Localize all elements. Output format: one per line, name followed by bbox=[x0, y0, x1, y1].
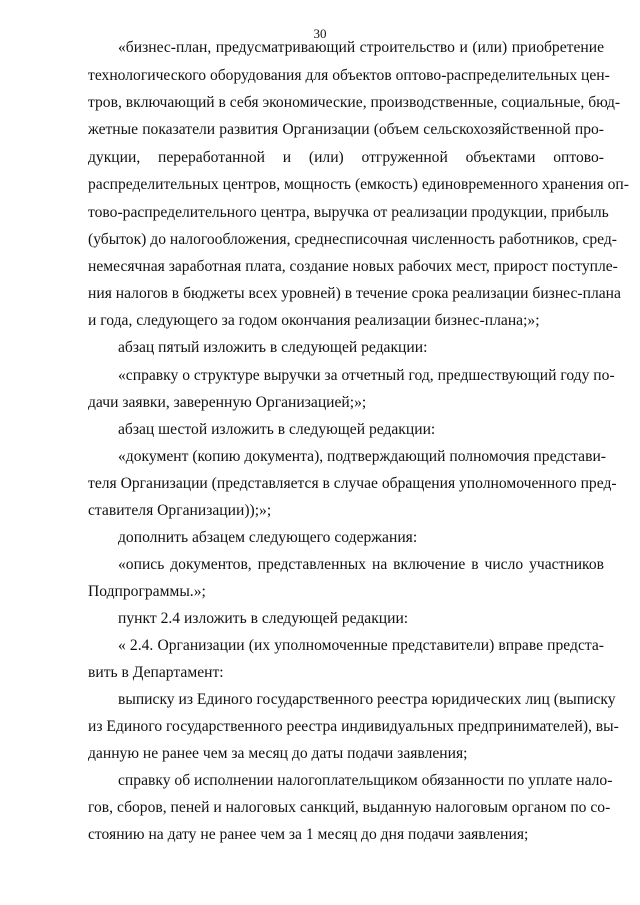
text-line: абзац пятый изложить в следующей редакции: bbox=[118, 339, 428, 356]
text-line: пункт 2.4 изложить в следующей редакции: bbox=[118, 610, 409, 627]
page-number: 30 bbox=[313, 26, 327, 41]
text-line: дополнить абзацем следующего содержания: bbox=[118, 529, 418, 546]
text-line: тово-распределительного центра, выручка от реализации продукции, прибыль bbox=[88, 204, 609, 221]
text-line: абзац шестой изложить в следующей редакции: bbox=[118, 421, 436, 438]
text-line: вить в Департамент: bbox=[88, 664, 224, 681]
text-line: ния налогов в бюджеты всех уровней) в течение срока реализации бизнес-плана bbox=[88, 285, 621, 302]
text-line: «бизнес-план, предусматривающий строительство и (или) приобретение bbox=[118, 39, 604, 56]
text-line: и года, следующего за годом окончания реализации бизнес-плана;»; bbox=[88, 312, 540, 329]
text-line: Подпрограммы.»; bbox=[88, 583, 206, 600]
text-line: «опись документов, представленных на включение в число участников bbox=[118, 556, 604, 573]
text-line: (убыток) до налогообложения, среднесписочная численность работников, сред- bbox=[88, 231, 617, 248]
text-line: теля Организации (представляется в случае обращения уполномоченного пред- bbox=[88, 475, 617, 492]
text-line: выписку из Единого государственного реестра юридических лиц (выписку bbox=[118, 691, 616, 708]
text-line: распределительных центров, мощность (емкость) единовременного хранения оп- bbox=[88, 176, 629, 193]
text-line: « 2.4. Организации (их уполномоченные представители) вправе предста- bbox=[118, 637, 604, 654]
text-line: дачи заявки, заверенную Организацией;»; bbox=[88, 394, 367, 411]
text-line: «документ (копию документа), подтверждающий полномочия представи- bbox=[118, 448, 606, 465]
text-line: данную не ранее чем за месяц до даты подачи заявления; bbox=[88, 745, 468, 762]
text-line: дукции, переработанной и (или) отгруженной объектами оптово- bbox=[88, 149, 604, 166]
text-line: из Единого государственного реестра индивидуальных предпринимателей), вы- bbox=[88, 718, 619, 735]
text-line: технологического оборудования для объектов оптово-распределительных цен- bbox=[88, 67, 610, 84]
text-line: стоянию на дату не ранее чем за 1 месяц до дня подачи заявления; bbox=[88, 826, 529, 843]
text-line: гов, сборов, пеней и налоговых санкций, выданную налоговым органом по со- bbox=[88, 799, 611, 816]
text-line: «справку о структуре выручки за отчетный год, предшествующий году по- bbox=[118, 367, 615, 384]
text-line: немесячная заработная плата, создание новых рабочих мест, прирост поступле- bbox=[88, 258, 618, 275]
text-line: справку об исполнении налогоплательщиком обязанности по уплате нало- bbox=[118, 772, 613, 789]
text-line: тров, включающий в себя экономические, производственные, социальные, бюд- bbox=[88, 94, 621, 111]
text-line: жетные показатели развития Организации (объем сельскохозяйственной про- bbox=[88, 121, 604, 138]
text-line: ставителя Организации));»; bbox=[88, 502, 272, 519]
